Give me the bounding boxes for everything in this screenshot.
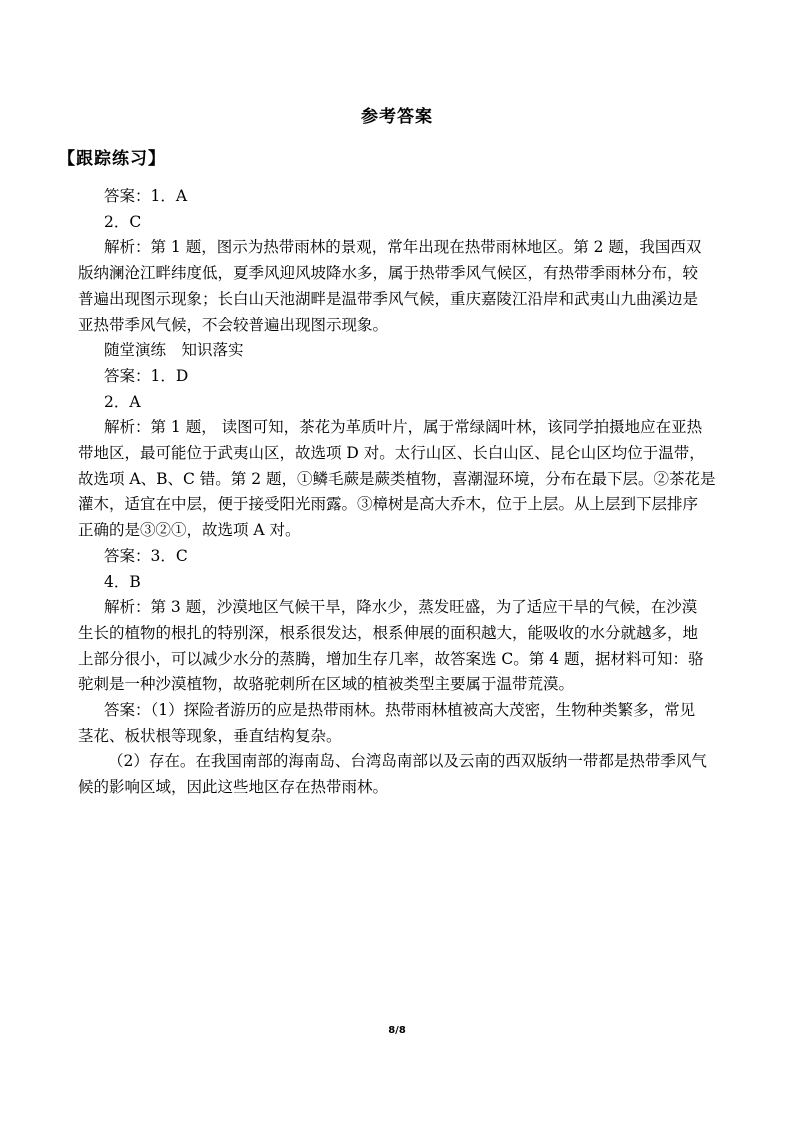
- text-line: 4．B: [104, 572, 141, 591]
- text-line: 灌木，适宜在中层，便于接受阳光雨露。③樟树是高大乔木，位于上层。从上层到下层排序: [78, 495, 699, 514]
- text-line: 驼刺是一种沙漠植物，故骆驼刺所在区域的植被类型主要属于温带荒漠。: [78, 675, 575, 694]
- text-line: 2．C: [104, 212, 142, 231]
- text-line: 解析：第 1 题，图示为热带雨林的景观，常年出现在热带雨林地区。第 2 题，我国西双: [104, 238, 702, 257]
- page-title: 参考答案: [361, 107, 433, 127]
- text-line: 答案：3．C: [104, 546, 188, 565]
- text-line: 随堂演练 知识落实: [104, 341, 244, 360]
- text-line: 候的影响区域，因此这些地区存在热带雨林。: [78, 778, 389, 797]
- text-line: 答案：1．D: [104, 366, 189, 385]
- text-line: 生长的植物的根扎的特别深，根系很发达，根系伸展的面积越大，能吸收的水分就越多，地: [78, 623, 699, 642]
- text-line: （2）存在。在我国南部的海南岛、台湾岛南部以及云南的西双版纳一带都是热带季风气: [108, 752, 707, 771]
- text-line: 带地区，最可能位于武夷山区，故选项 D 对。太行山区、长白山区、昆仑山区均位于温带，: [78, 444, 705, 463]
- text-line: 答案：（1）探险者游历的应是热带雨林。热带雨林植被高大茂密，生物种类繁多，常见: [104, 701, 696, 720]
- text-line: 亚热带季风气候，不会较普遍出现图示现象。: [78, 315, 389, 334]
- page-number: 8/8: [388, 1025, 406, 1036]
- text-line: 普遍出现图示现象；长白山天池湖畔是温带季风气候，重庆嘉陵江沿岸和武夷山九曲溪边是: [78, 289, 699, 308]
- text-line: 答案：1．A: [104, 187, 188, 205]
- answer-body: [78, 184, 718, 801]
- section-heading: 【跟踪练习】: [58, 149, 166, 169]
- text-line: 故选项 A、B、C 错。第 2 题，①鳞毛蕨是蕨类植物，喜潮湿环境，分布在最下层。②茶花是: [78, 469, 716, 488]
- text-line: 解析：第 3 题，沙漠地区气候干旱，降水少，蒸发旺盛，为了适应干旱的气候，在沙漠: [104, 598, 698, 617]
- text-line: 上部分很小，可以减少水分的蒸腾，增加生存几率，故答案选 C。第 4 题，据材料可知：骆: [78, 649, 704, 668]
- text-line: 解析：第 1 题， 读图可知，茶花为革质叶片，属于常绿阔叶林，该同学拍摄地应在亚热: [104, 418, 703, 437]
- text-line: 2．A: [104, 392, 141, 411]
- text-line: 茎花、板状根等现象，垂直结构复杂。: [78, 726, 342, 745]
- text-line: 版纳澜沧江畔纬度低，夏季风迎风坡降水多，属于热带季风气候区，有热带季雨林分布，较: [78, 264, 699, 283]
- text-line: 正确的是③②①，故选项 A 对。: [78, 521, 301, 540]
